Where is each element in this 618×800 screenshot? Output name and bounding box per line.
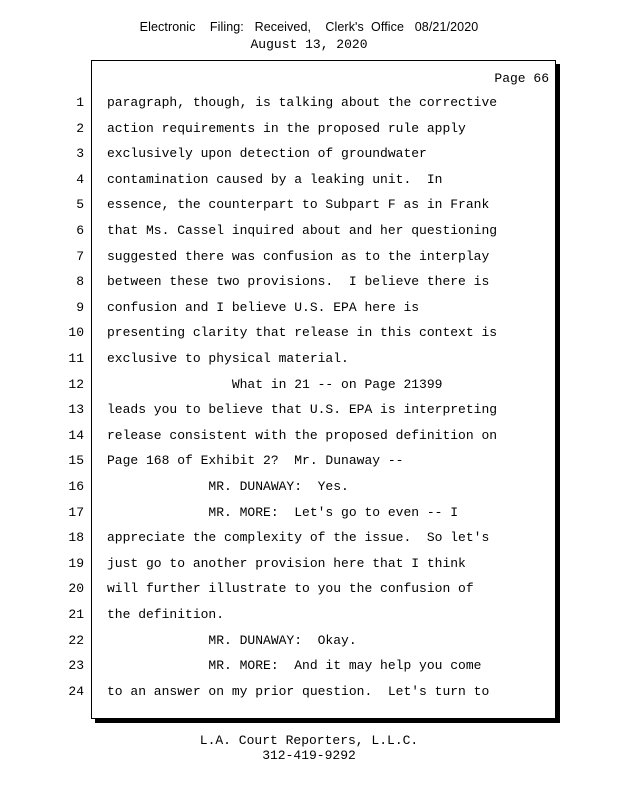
transcript-line xyxy=(0,90,560,116)
line-number: 6 xyxy=(76,223,84,238)
line-number: 9 xyxy=(76,299,84,315)
line-number: 23 xyxy=(68,658,84,674)
line-number: 3 xyxy=(76,146,84,162)
page-number: Page 66 xyxy=(494,71,549,86)
transcript-line xyxy=(0,244,560,270)
reporter-phone: 312-419-9292 xyxy=(262,748,356,763)
filing-stamp: Electronic Filing: Received, Clerk's Office 08/21/2020 xyxy=(139,20,479,34)
line-text: the definition. xyxy=(107,607,225,622)
line-number: 12 xyxy=(68,376,84,392)
line-number: 8 xyxy=(76,274,84,290)
transcript-line xyxy=(0,346,560,372)
transcript-line xyxy=(0,218,560,244)
transcript-line xyxy=(0,423,560,449)
transcript-line xyxy=(0,269,560,295)
line-number: 2 xyxy=(76,120,84,136)
line-text: release consistent with the proposed definition on xyxy=(107,427,498,443)
line-number: 1 xyxy=(76,95,84,110)
line-number: 11 xyxy=(68,351,84,366)
transcript-line xyxy=(0,192,560,218)
line-number: 7 xyxy=(76,248,84,264)
transcript-line xyxy=(0,295,560,321)
line-number: 13 xyxy=(68,402,84,418)
transcript-line xyxy=(0,448,560,474)
transcript-line xyxy=(0,679,560,705)
line-text: appreciate the complexity of the issue. So let's xyxy=(107,530,490,546)
line-number: 24 xyxy=(68,683,84,699)
line-text: What in 21 -- on Page 21399 xyxy=(107,376,443,392)
line-number: 18 xyxy=(68,530,84,546)
line-number: 17 xyxy=(68,504,84,520)
transcript-line xyxy=(0,500,560,526)
reporter-company: L.A. Court Reporters, L.L.C. xyxy=(199,733,419,748)
line-text: just go to another provision here that I think xyxy=(107,555,466,571)
transcript-line xyxy=(0,525,560,551)
line-number: 5 xyxy=(76,197,84,213)
line-number: 19 xyxy=(68,555,84,571)
line-number: 14 xyxy=(68,427,84,443)
line-number: 15 xyxy=(68,453,84,469)
transcript-line xyxy=(0,602,560,628)
transcript-line xyxy=(0,167,560,193)
line-text: between these two provisions. I believe there is xyxy=(107,274,490,290)
line-text: leads you to believe that U.S. EPA is interpreting xyxy=(107,402,498,418)
transcript-line xyxy=(0,551,560,577)
transcript-line xyxy=(0,372,560,398)
line-text: Page 168 of Exhibit 2? Mr. Dunaway -- xyxy=(107,453,404,469)
line-text: essence, the counterpart to Subpart F as in Frank xyxy=(107,197,490,213)
line-text: contamination caused by a leaking unit. In xyxy=(107,171,443,187)
line-text: MR. DUNAWAY: Okay. xyxy=(107,632,357,648)
line-number: 16 xyxy=(68,479,84,494)
line-text: suggested there was confusion as to the interplay xyxy=(107,248,490,264)
line-text: MR. MORE: And it may help you come xyxy=(107,658,482,674)
line-text: presenting clarity that release in this context is xyxy=(107,325,498,341)
line-text: MR. MORE: Let's go to even -- I xyxy=(107,504,459,520)
line-number: 20 xyxy=(68,581,84,597)
line-text: confusion and I believe U.S. EPA here is xyxy=(107,299,420,315)
line-text: MR. DUNAWAY: Yes. xyxy=(107,479,349,494)
line-number: 21 xyxy=(68,607,84,622)
line-text: exclusive to physical material. xyxy=(107,351,349,366)
transcript-line xyxy=(0,628,560,654)
line-text: exclusively upon detection of groundwater xyxy=(107,146,427,162)
transcript-line xyxy=(0,116,560,142)
line-text: paragraph, though, is talking about the corrective xyxy=(107,95,498,110)
transcript-line xyxy=(0,653,560,679)
line-text: action requirements in the proposed rule apply xyxy=(107,120,466,136)
transcript-line xyxy=(0,141,560,167)
transcript-line xyxy=(0,397,560,423)
line-text: will further illustrate to you the confusion of xyxy=(107,581,474,597)
line-number: 22 xyxy=(68,632,84,648)
transcript-line xyxy=(0,576,560,602)
hearing-date: August 13, 2020 xyxy=(250,37,368,52)
line-number: 4 xyxy=(76,171,84,187)
transcript-line xyxy=(0,320,560,346)
line-text: that Ms. Cassel inquired about and her questioning xyxy=(107,223,498,238)
line-number: 10 xyxy=(68,325,84,341)
transcript-line xyxy=(0,474,560,500)
line-text: to an answer on my prior question. Let's turn to xyxy=(107,683,490,699)
